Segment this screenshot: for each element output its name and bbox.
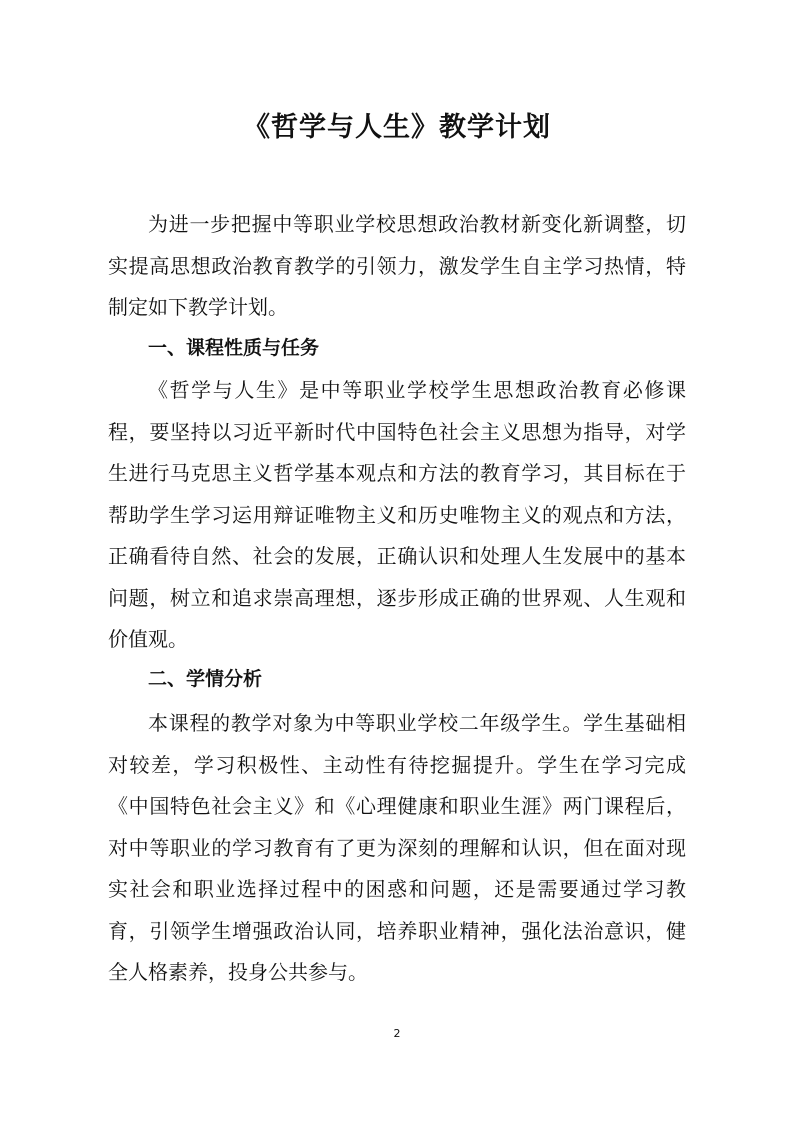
- page-number: 2: [393, 1027, 401, 1040]
- section-paragraph-course-nature: 《哲学与人生》是中等职业学校学生思想政治教育必修课程，要坚持以习近平新时代中国特色社会主义思想为指导，对学生进行马克思主义哲学基本观点和方法的教育学习，其目标在于帮助学生学习运用辩证唯物主义和历史唯物主义的观点和方法，正确看待自然、社会的发展，正确认识和处理人生发展中的基本问题，树立和追求崇高理想，逐步形成正确的世界观、人生观和价值观。: [108, 378, 686, 651]
- document-title: 《哲学与人生》教学计划: [243, 112, 551, 143]
- section-heading-student-analysis: 二、学情分析: [148, 668, 263, 690]
- section-heading-course-nature: 一、课程性质与任务: [148, 337, 320, 359]
- intro-paragraph: 为进一步把握中等职业学校思想政治教材新变化新调整，切实提高思想政治教育教学的引领力，激发学生自主学习热情，特制定如下教学计划。: [108, 212, 686, 319]
- section-paragraph-student-analysis: 本课程的教学对象为中等职业学校二年级学生。学生基础相对较差，学习积极性、主动性有待挖掘提升。学生在学习完成《中国特色社会主义》和《心理健康和职业生涯》两门课程后，对中等职业的学习教育有了更为深刻的理解和认识，但在面对现实社会和职业选择过程中的困惑和问题，还是需要通过学习教育，引领学生增强政治认同，培养职业精神，强化法治意识，健全人格素养，投身公共参与。: [108, 711, 686, 984]
